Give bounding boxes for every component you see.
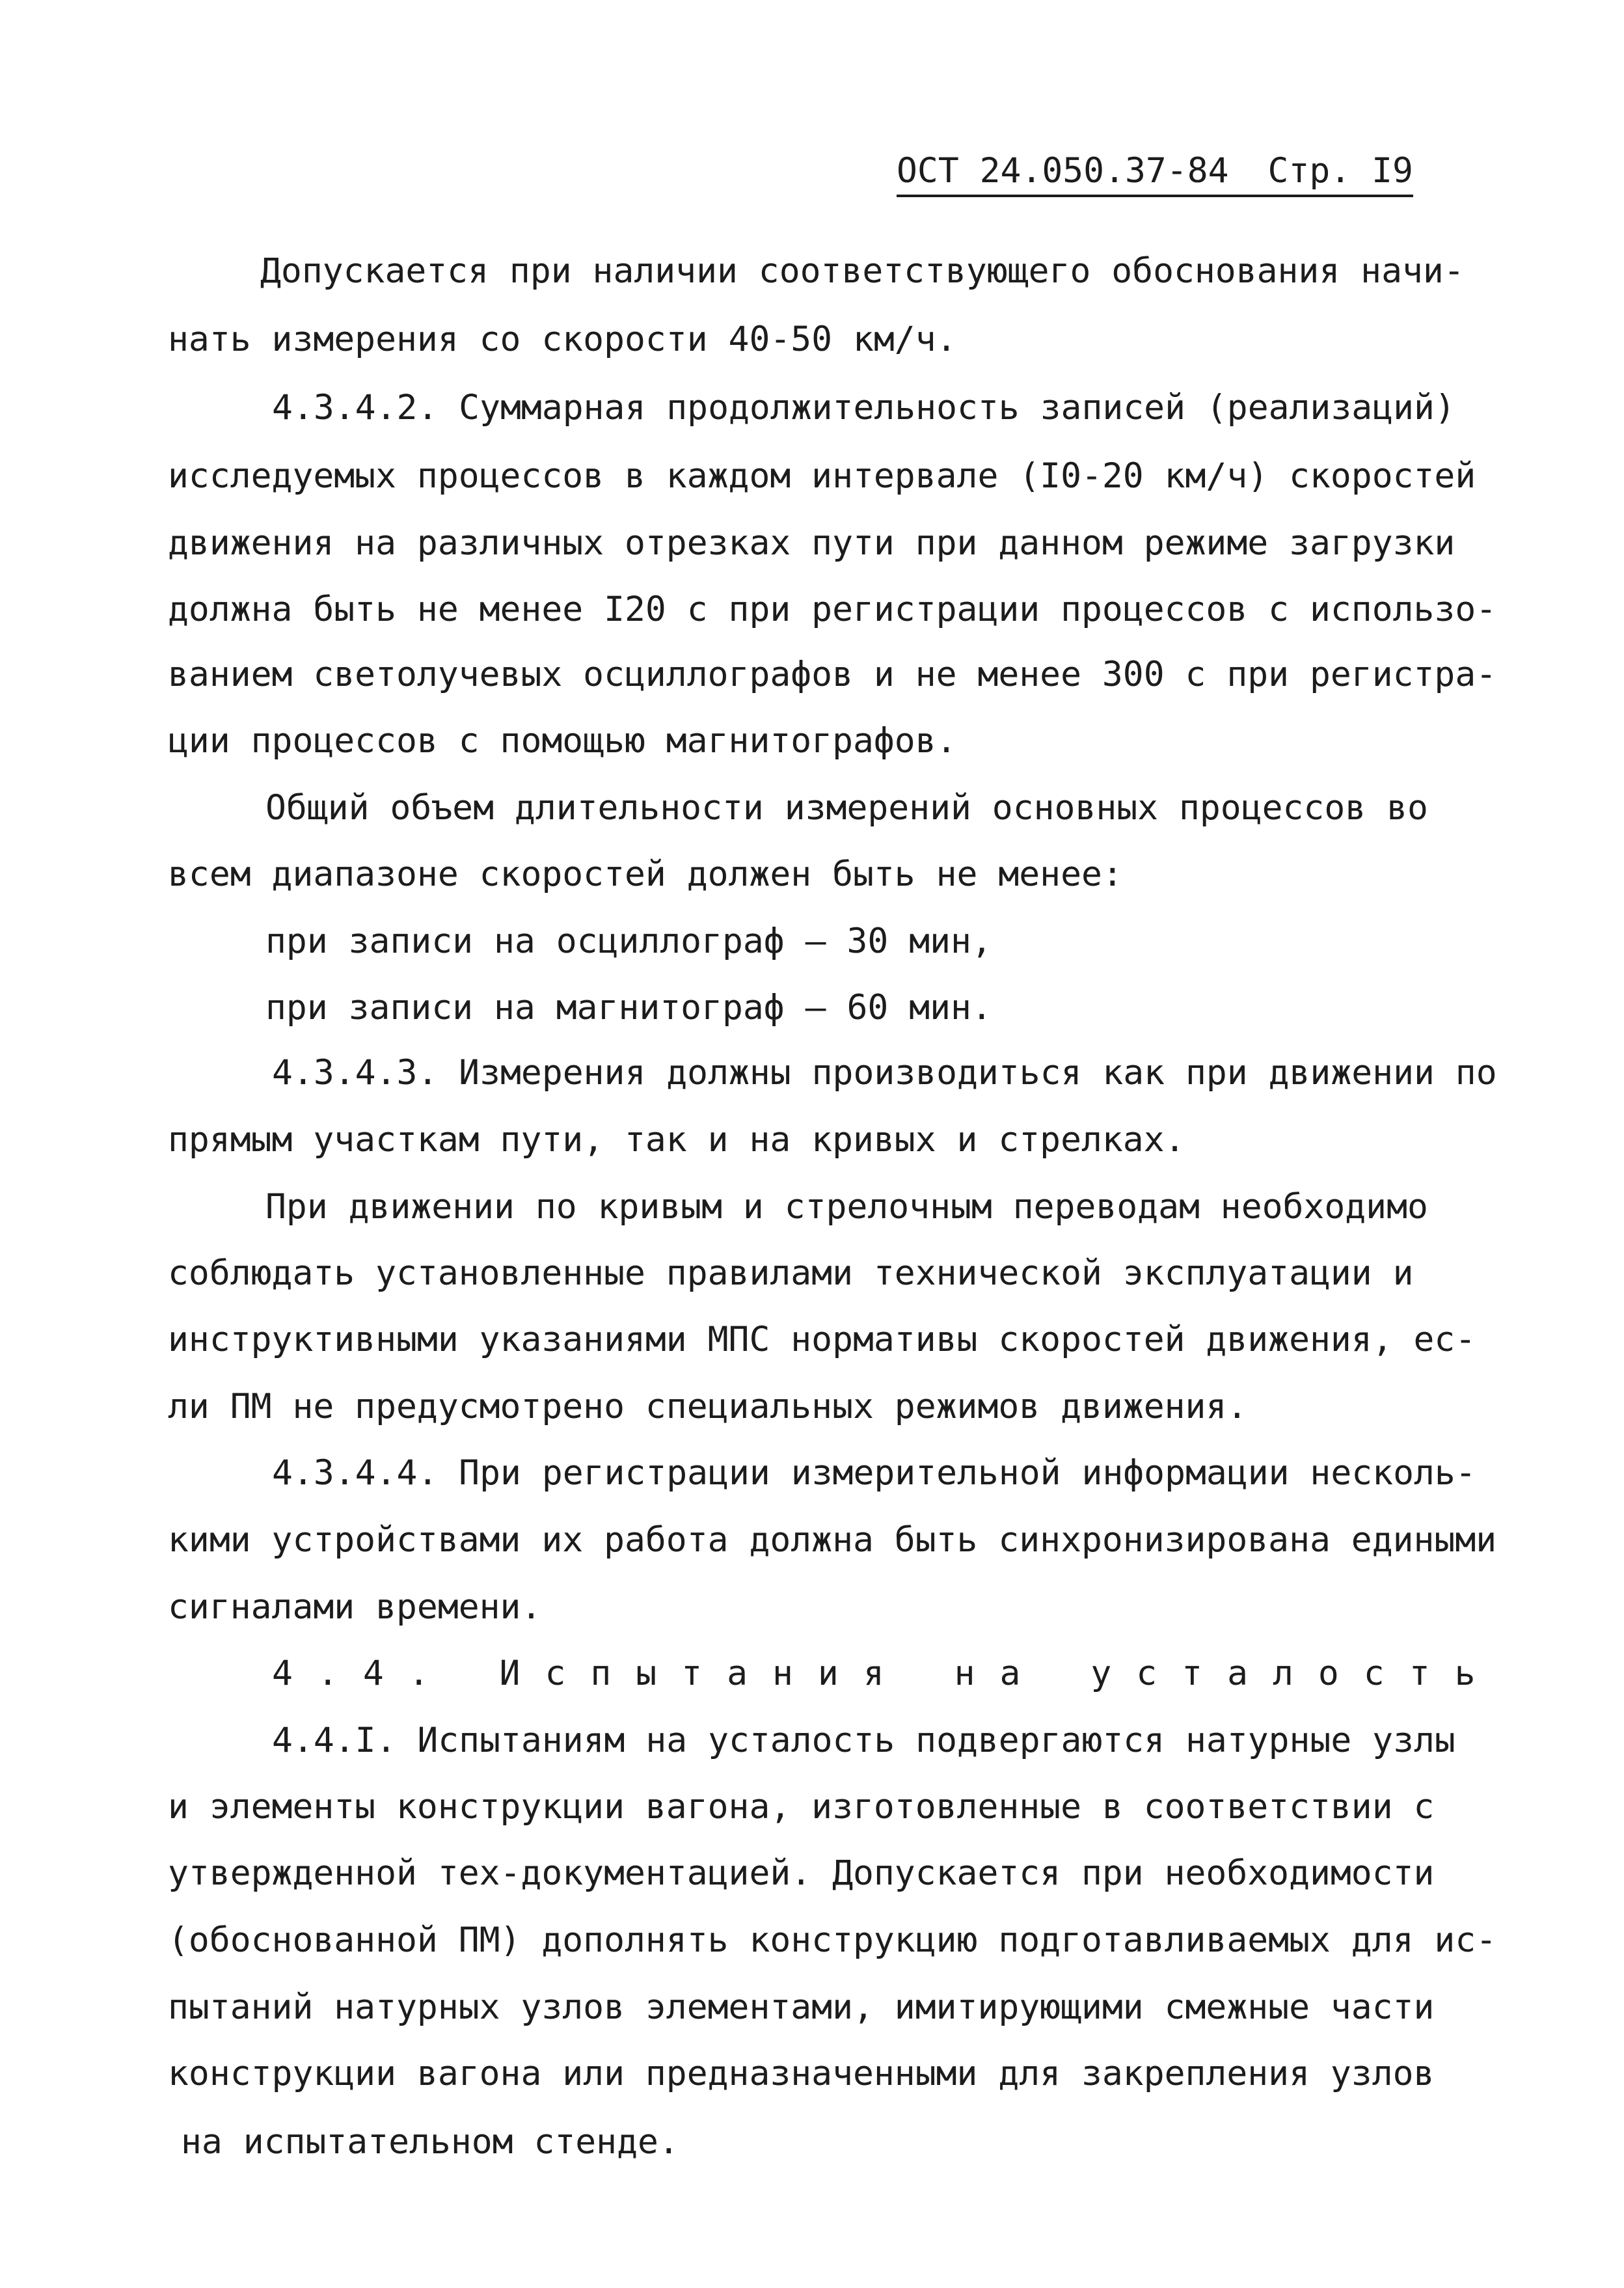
clause-4-3-4-3: 4.3.4.3. Измерения должны производиться как при движении по [272, 1053, 1497, 1093]
list-item: при записи на магнитограф – 60 мин. [265, 988, 992, 1028]
text-line: При движении по кривым и стрелочным переводам необходимо [265, 1187, 1428, 1227]
text-line: конструкции вагона или предназначенными для закрепления узлов [168, 2054, 1435, 2093]
text-line: утвержденной тех-документацией. Допускается при необходимости [168, 1853, 1435, 1893]
text-line: инструктивными указаниями МПС нормативы скоростей движения, ес- [168, 1320, 1476, 1359]
clause-4-3-4-2: 4.3.4.2. Суммарная продолжительность записей (реализаций) [272, 388, 1455, 428]
clause-4-4-1: 4.4.I. Испытаниям на усталость подвергаются натурные узлы [272, 1721, 1455, 1760]
text-line: сигналами времени. [168, 1587, 542, 1627]
text-line: Допускается при наличии соответствующего обоснования начи- [260, 251, 1465, 291]
page-header [897, 151, 1413, 197]
text-line: и элементы конструкции вагона, изготовленные в соответствии с [168, 1787, 1435, 1827]
text-line: кими устройствами их работа должна быть синхронизирована едиными [168, 1520, 1497, 1560]
text-line: должна быть не менее I20 с при регистрации процессов с использо- [168, 590, 1497, 629]
clause-4-3-4-4: 4.3.4.4. При регистрации измерительной информации несколь- [272, 1453, 1476, 1493]
text-line: прямым участкам пути, так и на кривых и стрелках. [168, 1120, 1185, 1160]
list-item: при записи на осциллограф – 30 мин, [265, 921, 992, 961]
text-line: пытаний натурных узлов элементами, имитирующими смежные части [168, 1987, 1435, 2027]
text-line: ли ПМ не предусмотрено специальных режимов движения. [168, 1387, 1248, 1426]
page-number: Стр. I9 [1267, 151, 1413, 191]
text-line: на испытательном стенде. [181, 2122, 679, 2162]
document-number: ОСТ 24.050.37-84 [897, 151, 1229, 191]
text-line: Общий объем длительности измерений основных процессов во [265, 788, 1428, 828]
text-line: ции процессов с помощью магнитографов. [168, 721, 957, 761]
text-line: всем диапазоне скоростей должен быть не менее: [168, 854, 1123, 894]
text-line: соблюдать установленные правилами технической эксплуатации и [168, 1253, 1414, 1293]
text-line: нать измерения со скорости 40-50 км/ч. [168, 320, 957, 359]
text-line: ванием светолучевых осциллографов и не менее 300 с при регистра- [168, 655, 1497, 694]
text-line: движения на различных отрезках пути при данном режиме загрузки [168, 523, 1455, 563]
text-line: исследуемых процессов в каждом интервале (I0-20 км/ч) скоростей [168, 456, 1476, 496]
text-line: (обоснованной ПМ) дополнять конструкцию подготавливаемых для ис- [168, 1920, 1497, 1960]
section-heading: 4.4. Испытания на усталость [272, 1654, 1500, 1693]
